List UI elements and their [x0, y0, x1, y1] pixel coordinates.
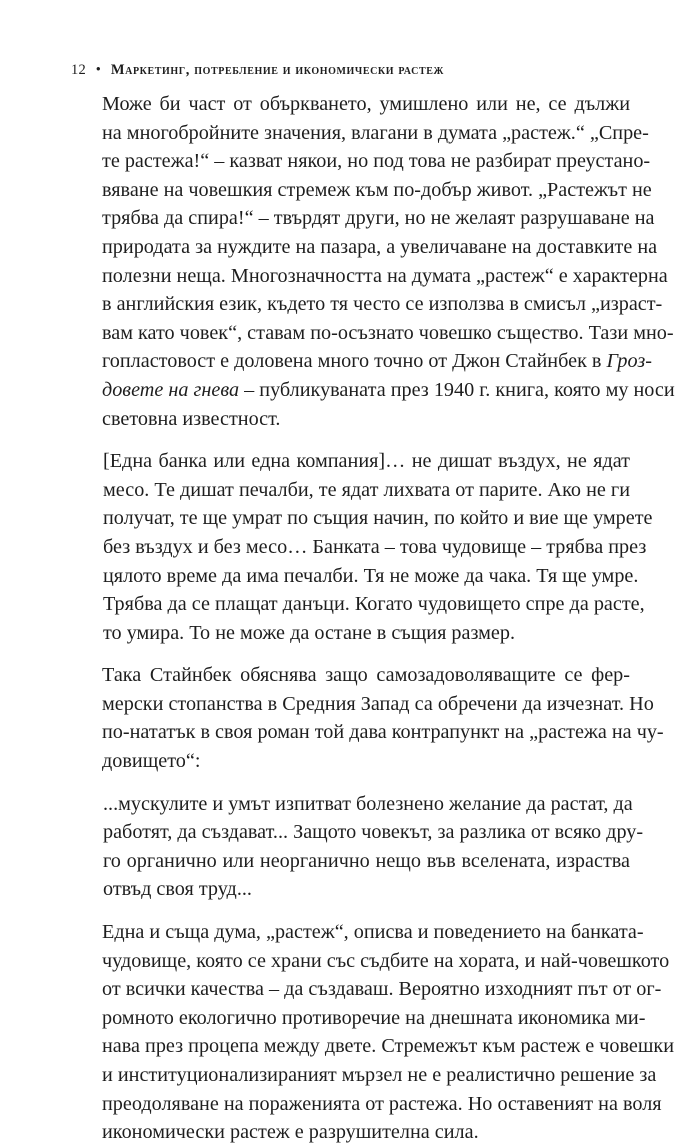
book-title-italic: довете на гнева: [102, 378, 240, 401]
paragraph-3: [71, 918, 675, 1147]
text-line: от всички качества – да създаваш. Вероятно изходният път от ог-: [102, 978, 662, 1001]
text-line: природата за нуждите на пазара, а увеличаване на доставките на: [102, 235, 658, 258]
text-line: получат, те ще умрат по същия начин, по който и вие ще умрете: [103, 507, 653, 530]
running-head: [71, 62, 444, 79]
text-line: в английския език, където тя често се използва в смисъл „израст-: [102, 293, 663, 316]
text-line: ...мускулите и умът изпитват болезнено желание да растат, да: [103, 792, 633, 815]
text-line: нава през процепа между двете. Стремежът към растеж е човешки: [102, 1035, 675, 1058]
text-line: довището“:: [102, 750, 201, 773]
text-line: и институционализираният мързел не е реалистично решение за: [102, 1064, 657, 1086]
text-line: работят, да създават... Защото човекът, за разлика от всяко дру-: [103, 821, 644, 844]
text-line: те растежа!“ – казват някои, но под това не разбират преустано-: [102, 150, 651, 173]
running-title: Маркетинг, потребление и икономически растеж: [110, 62, 444, 78]
text-line: [71, 347, 652, 376]
text-line: без въздух и без месо… Банката – това чудовище – трябва през: [103, 535, 647, 558]
text-line: цялото време да има печалби. Тя не може да чака. Тя ще умре.: [103, 564, 639, 587]
page-text: [71, 90, 675, 1147]
text-line: го органично или неорганично нещо във вселената, израства: [103, 849, 630, 872]
text-line: световна известност.: [102, 407, 281, 430]
quote-1: [103, 447, 653, 647]
text-line: Трябва да се плащат данъци. Когато чудовището спре да расте,: [103, 593, 645, 616]
paragraph-1: [71, 90, 675, 433]
text-line: Може би част от объркването, умишлено или не, се дължи: [102, 93, 630, 115]
quote-2: [103, 790, 644, 904]
text-line: преодоляване на пораженията от растежа. Но оставеният на воля: [102, 1092, 662, 1115]
text-line: икономически растеж е разрушителна сила.: [102, 1121, 479, 1144]
text-line: на многобройните значения, влагани в думата „растеж.“ „Спре-: [102, 121, 649, 144]
header-separator: •: [95, 62, 102, 78]
text-fragment: гопластовост е доловена много точно от Джон Стайнбек в: [102, 350, 607, 373]
text-line: месо. Те дишат печалби, те ядат лихвата от парите. Ако не ги: [103, 478, 630, 501]
text-line: Една и съща дума, „растеж“, описва и поведението на банката-: [102, 921, 644, 944]
paragraph-2: [71, 661, 664, 775]
book-title-italic: Гроз-: [606, 350, 652, 373]
text-line: мерски стопанства в Средния Запад са обречени да изчезнат. Но: [102, 692, 654, 715]
text-fragment: – публикуваната през 1940 г. книга, която му носи: [239, 378, 675, 401]
page-number: 12: [71, 62, 86, 78]
text-line: [71, 376, 675, 405]
text-line: то умира. То не може да остане в същия размер.: [103, 621, 516, 644]
text-line: полезни неща. Многозначността на думата „растеж“ е характерна: [102, 264, 668, 287]
text-line: Така Стайнбек обяснява защо самозадоволяващите се фер-: [102, 664, 630, 687]
text-line: вяване на човешкия стремеж към по-добър живот. „Растежът не: [102, 178, 652, 201]
text-line: ромното екологично противоречие на днешната икономика ми-: [102, 1006, 646, 1029]
text-line: [Една банка или една компания]… не дишат въздух, не ядат: [103, 450, 630, 473]
text-line: вам като човек“, ставам по-осъзнато човешко същество. Тази мно-: [102, 321, 674, 344]
text-line: по-нататък в своя роман той дава контрапункт на „растежа на чу-: [102, 721, 664, 744]
text-line: чудовище, която се храни със съдбите на хората, и най-човешкото: [102, 949, 670, 972]
text-line: отвъд своя труд...: [103, 878, 252, 901]
text-line: трябва да спира!“ – твърдят други, но не желаят разрушаване на: [102, 207, 655, 230]
